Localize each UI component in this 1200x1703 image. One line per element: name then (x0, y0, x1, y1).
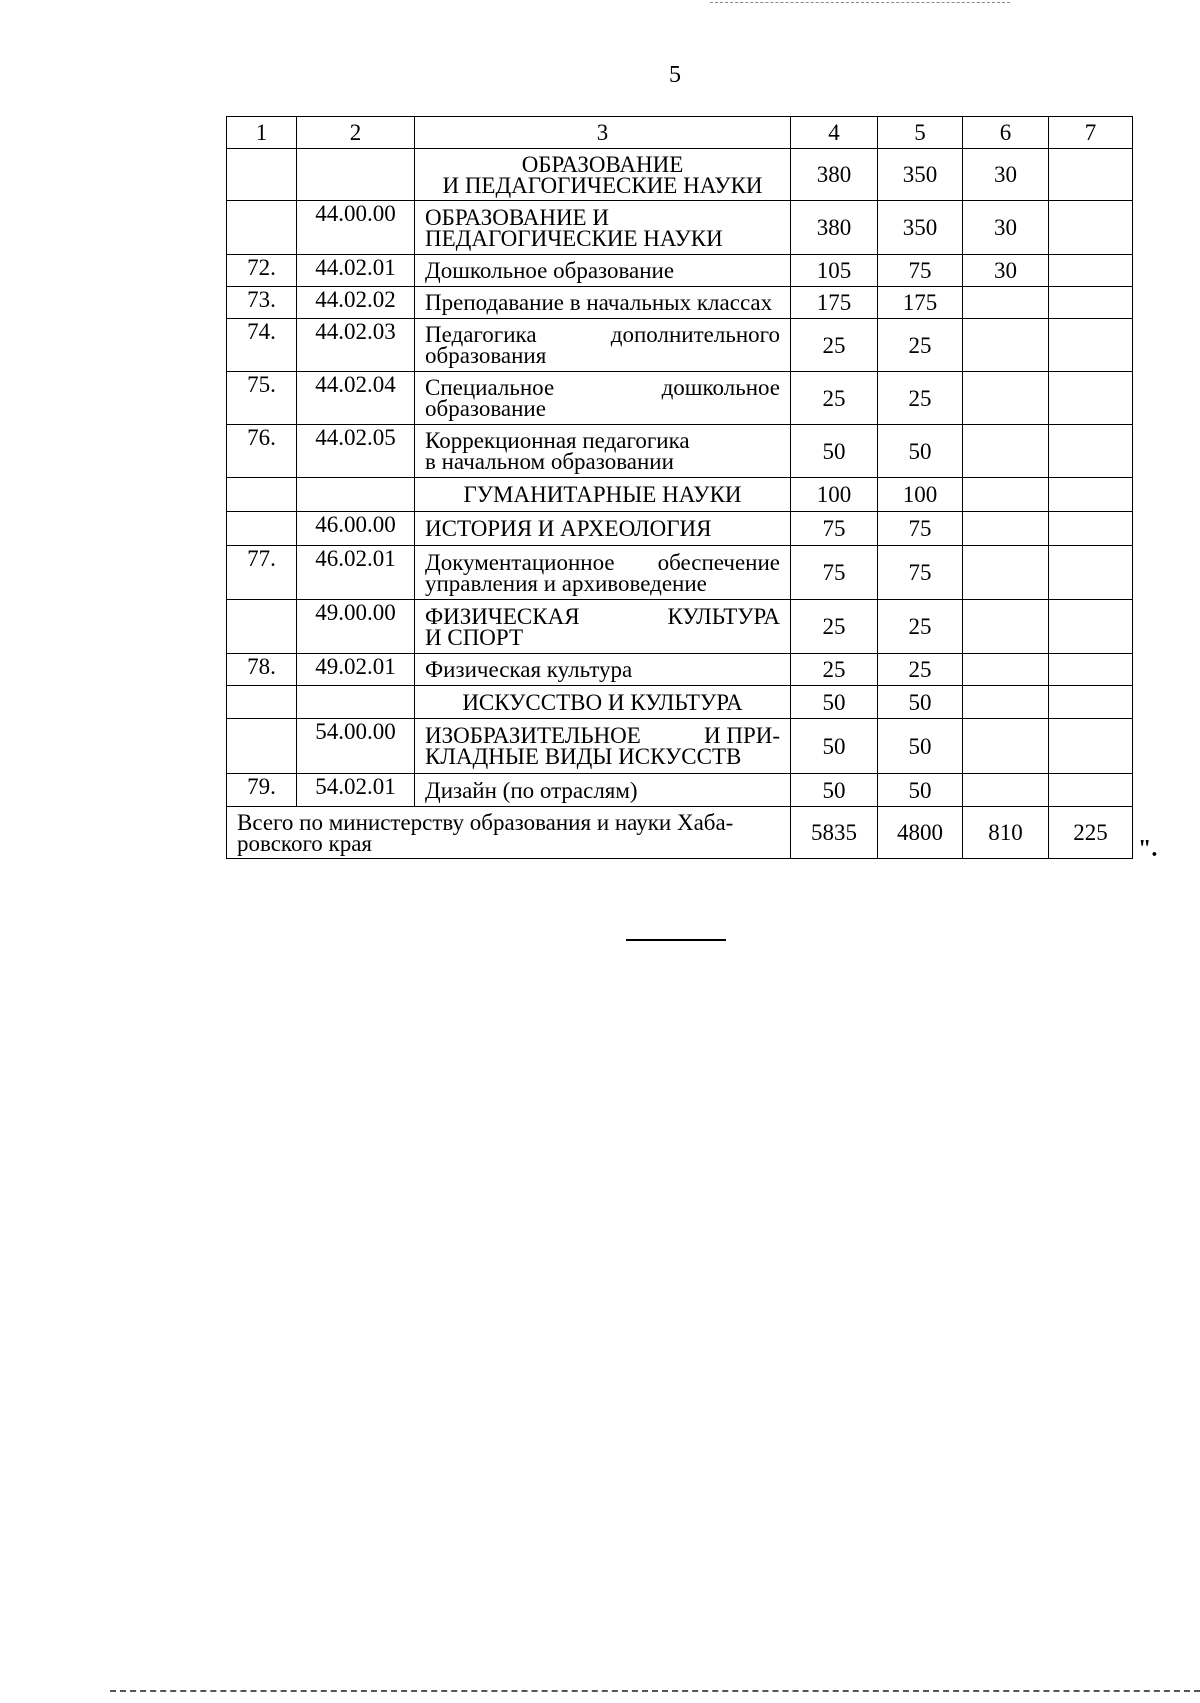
row-value-6 (963, 372, 1049, 425)
row-value-4: 50 (791, 774, 878, 807)
scan-artifact-bottom (110, 1690, 1200, 1692)
row-name-line (425, 725, 780, 746)
row-value-6 (963, 425, 1049, 478)
row-value-4: 380 (791, 201, 878, 255)
row-name-word: дошкольное (661, 375, 780, 400)
row-value-5: 350 (878, 149, 963, 201)
row-name-word: Специальное (425, 375, 555, 400)
row-value-4: 25 (791, 654, 878, 686)
row-number: 72. (227, 255, 297, 287)
row-name (415, 372, 791, 425)
row-value-5: 100 (878, 478, 963, 512)
row-name-line: ОБРАЗОВАНИЕ И (425, 204, 609, 230)
row-number (227, 149, 297, 201)
row-name: ГУМАНИТАРНЫЕ НАУКИ (415, 478, 791, 512)
table-header-row (227, 117, 1133, 149)
row-number (227, 512, 297, 546)
row-value-4: 105 (791, 255, 878, 287)
row-value-4: 50 (791, 686, 878, 719)
row-value-5: 25 (878, 600, 963, 654)
row-name-line: в начальном образовании (425, 449, 674, 474)
row-name (415, 319, 791, 372)
row-value-7 (1049, 654, 1133, 686)
row-name-line: образование (425, 396, 546, 421)
row-value-7 (1049, 600, 1133, 654)
table-row (227, 686, 1133, 719)
row-number (227, 686, 297, 719)
row-code: 46.00.00 (297, 512, 415, 546)
row-code: 49.00.00 (297, 600, 415, 654)
row-code (297, 686, 415, 719)
row-name-line: И СПОРТ (425, 624, 524, 650)
row-value-6: 30 (963, 201, 1049, 255)
row-value-5: 75 (878, 546, 963, 600)
row-name: Физическая культура (415, 654, 791, 686)
row-number: 73. (227, 287, 297, 319)
row-name (415, 546, 791, 600)
row-value-7 (1049, 425, 1133, 478)
end-divider (626, 939, 726, 941)
row-code: 44.00.00 (297, 201, 415, 255)
row-name-line (425, 324, 780, 345)
row-name-line: образования (425, 343, 547, 368)
row-value-6: 30 (963, 149, 1049, 201)
scan-artifact-top (710, 2, 1010, 3)
header-cell: 1 (227, 117, 297, 149)
row-number: 76. (227, 425, 297, 478)
row-number: 74. (227, 319, 297, 372)
total-value-4: 5835 (791, 807, 878, 859)
table-row (227, 425, 1133, 478)
row-value-4: 50 (791, 425, 878, 478)
table-row (227, 372, 1133, 425)
row-value-5: 350 (878, 201, 963, 255)
row-value-7 (1049, 512, 1133, 546)
header-cell: 4 (791, 117, 878, 149)
row-name-line: управления и архивоведение (425, 570, 707, 596)
row-value-4: 175 (791, 287, 878, 319)
table-total-row (227, 807, 1133, 859)
table-row (227, 149, 1133, 201)
row-name-word: ИЗОБРАЗИТЕЛЬНОЕ (425, 723, 641, 748)
row-name (415, 600, 791, 654)
header-cell: 7 (1049, 117, 1133, 149)
row-value-6 (963, 774, 1049, 807)
row-value-7 (1049, 719, 1133, 774)
row-value-4: 25 (791, 600, 878, 654)
row-value-7 (1049, 201, 1133, 255)
row-number (227, 600, 297, 654)
row-code: 46.02.01 (297, 546, 415, 600)
row-name-line: И ПЕДАГОГИЧЕСКИЕ НАУКИ (442, 172, 763, 198)
row-value-4: 75 (791, 546, 878, 600)
row-value-4: 100 (791, 478, 878, 512)
row-value-6 (963, 512, 1049, 546)
total-value-7: 225 (1049, 807, 1133, 859)
table-row (227, 319, 1133, 372)
total-label-line: Всего по министерству образования и науки Хаба- (237, 809, 734, 835)
row-value-7 (1049, 319, 1133, 372)
row-code: 44.02.02 (297, 287, 415, 319)
row-number (227, 719, 297, 774)
table-row (227, 478, 1133, 512)
row-name-word: И ПРИ- (703, 723, 780, 748)
row-value-5: 25 (878, 654, 963, 686)
row-number: 78. (227, 654, 297, 686)
row-name-word: дополнительного (610, 322, 780, 347)
row-value-5: 50 (878, 719, 963, 774)
row-number: 77. (227, 546, 297, 600)
row-name-line: ПЕДАГОГИЧЕСКИЕ НАУКИ (425, 225, 723, 251)
header-cell: 6 (963, 117, 1049, 149)
row-number: 79. (227, 774, 297, 807)
row-value-6 (963, 478, 1049, 512)
row-value-5: 50 (878, 425, 963, 478)
row-value-4: 50 (791, 719, 878, 774)
row-value-5: 25 (878, 319, 963, 372)
row-value-7 (1049, 372, 1133, 425)
total-label-line: ровского края (237, 830, 373, 856)
row-value-6 (963, 686, 1049, 719)
row-code: 44.02.01 (297, 255, 415, 287)
row-code: 54.02.01 (297, 774, 415, 807)
row-value-6 (963, 654, 1049, 686)
total-value-5: 4800 (878, 807, 963, 859)
row-name-word: обеспечение (657, 549, 780, 575)
row-value-7 (1049, 686, 1133, 719)
row-value-6 (963, 546, 1049, 600)
header-cell: 2 (297, 117, 415, 149)
row-value-4: 75 (791, 512, 878, 546)
row-code (297, 149, 415, 201)
row-name (415, 425, 791, 478)
row-value-7 (1049, 774, 1133, 807)
table-row (227, 287, 1133, 319)
table-row (227, 512, 1133, 546)
row-value-5: 75 (878, 512, 963, 546)
row-value-6 (963, 600, 1049, 654)
row-code: 44.02.05 (297, 425, 415, 478)
table-row (227, 774, 1133, 807)
row-value-6 (963, 287, 1049, 319)
row-name: ИСТОРИЯ И АРХЕОЛОГИЯ (415, 512, 791, 546)
row-name: Преподавание в начальных классах (415, 287, 791, 319)
header-cell: 5 (878, 117, 963, 149)
row-code: 54.00.00 (297, 719, 415, 774)
row-code: 49.02.01 (297, 654, 415, 686)
row-value-5: 50 (878, 774, 963, 807)
row-name-word: Педагогика (425, 322, 537, 347)
row-name: Дошкольное образование (415, 255, 791, 287)
row-value-4: 25 (791, 372, 878, 425)
row-code (297, 478, 415, 512)
header-cell: 3 (415, 117, 791, 149)
row-number (227, 201, 297, 255)
row-value-4: 25 (791, 319, 878, 372)
row-name-word: КУЛЬТУРА (667, 603, 780, 629)
row-name: Дизайн (по отраслям) (415, 774, 791, 807)
page-number: 5 (669, 62, 681, 88)
total-value-6: 810 (963, 807, 1049, 859)
row-name-word: Документационное (425, 549, 615, 575)
row-code: 44.02.04 (297, 372, 415, 425)
specialties-table (226, 116, 1133, 859)
row-name (415, 201, 791, 255)
row-code: 44.02.03 (297, 319, 415, 372)
row-name (415, 719, 791, 774)
row-value-5: 50 (878, 686, 963, 719)
row-value-4: 380 (791, 149, 878, 201)
row-value-7 (1049, 287, 1133, 319)
row-value-6 (963, 719, 1049, 774)
row-name-line (425, 603, 780, 629)
row-value-7 (1049, 478, 1133, 512)
row-name-word: ФИЗИЧЕСКАЯ (425, 603, 580, 629)
row-name: ИСКУССТВО И КУЛЬТУРА (415, 686, 791, 719)
total-label (227, 807, 791, 859)
row-value-7 (1049, 546, 1133, 600)
row-value-5: 175 (878, 287, 963, 319)
table-row (227, 654, 1133, 686)
table-row (227, 255, 1133, 287)
row-name-line: КЛАДНЫЕ ВИДЫ ИСКУССТВ (425, 744, 742, 769)
row-value-5: 25 (878, 372, 963, 425)
row-value-5: 75 (878, 255, 963, 287)
row-name-line: Коррекционная педагогика (425, 428, 690, 453)
table-row (227, 600, 1133, 654)
row-name-line (425, 549, 780, 575)
table-row (227, 201, 1133, 255)
row-name (415, 149, 791, 201)
closing-quote: ". (1138, 836, 1158, 862)
row-value-7 (1049, 255, 1133, 287)
row-name-line: ОБРАЗОВАНИЕ (521, 151, 684, 177)
table-row (227, 546, 1133, 600)
row-value-7 (1049, 149, 1133, 201)
row-value-6 (963, 319, 1049, 372)
row-value-6: 30 (963, 255, 1049, 287)
row-name-line (425, 377, 780, 398)
row-number: 75. (227, 372, 297, 425)
row-number (227, 478, 297, 512)
table-row (227, 719, 1133, 774)
